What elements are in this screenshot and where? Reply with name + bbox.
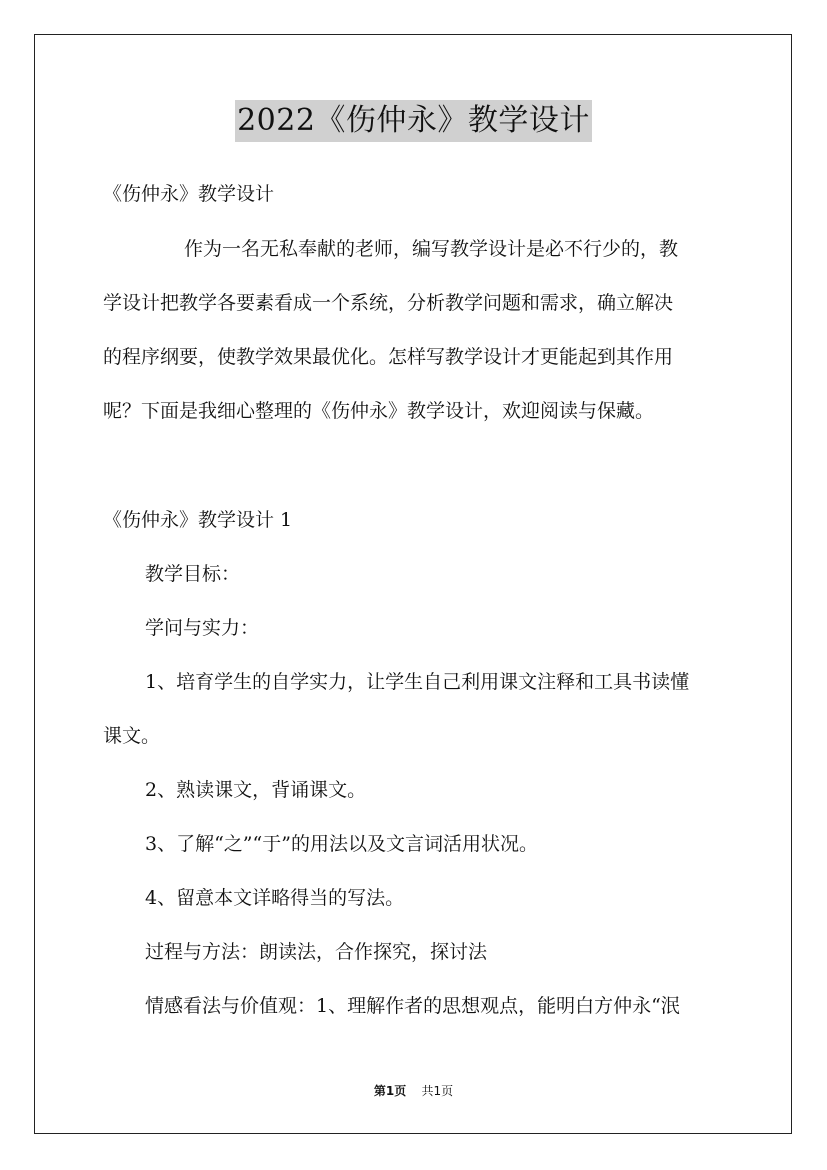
page-number: 第1页 <box>373 1084 407 1098</box>
paragraph-line: 4、留意本文详略得当的写法。 <box>145 887 405 909</box>
paragraph-line: 学设计把教学各要素看成一个系统，分析教学问题和需求，确立解决 <box>103 292 674 314</box>
paragraph-line: 呢？下面是我细心整理的《伤仲永》教学设计，欢迎阅读与保藏。 <box>103 400 655 422</box>
paragraph-line: 过程与方法：朗读法，合作探究，探讨法 <box>145 941 488 963</box>
paragraph-line: 3、了解“之”“于”的用法以及文言词活用状况。 <box>145 833 538 855</box>
paragraph-line: 情感看法与价值观：1、理解作者的思想观点，能明白方仲永“泯 <box>145 995 680 1017</box>
title-wrap <box>0 100 827 142</box>
paragraph-line: 1、培育学生的自学实力，让学生自己利用课文注释和工具书读懂 <box>145 671 690 693</box>
document-title: 2022《伤仲永》教学设计 <box>235 100 592 142</box>
paragraph-line: 2、熟读课文，背诵课文。 <box>145 779 367 801</box>
page-footer <box>0 1082 827 1099</box>
paragraph-line: 作为一名无私奉献的老师，编写教学设计是必不行少的，教 <box>184 238 679 260</box>
paragraph-line: 学问与实力： <box>145 617 260 639</box>
paragraph-line: 的程序纲要，使教学效果最优化。怎样写教学设计才更能起到其作用 <box>103 346 674 368</box>
page-total: 共1页 <box>421 1084 454 1098</box>
subtitle-line: 《伤仲永》教学设计 <box>103 183 275 205</box>
section-heading: 《伤仲永》教学设计 1 <box>103 509 293 531</box>
paragraph-line: 课文。 <box>103 725 161 747</box>
paragraph-line: 教学目标： <box>145 563 241 585</box>
